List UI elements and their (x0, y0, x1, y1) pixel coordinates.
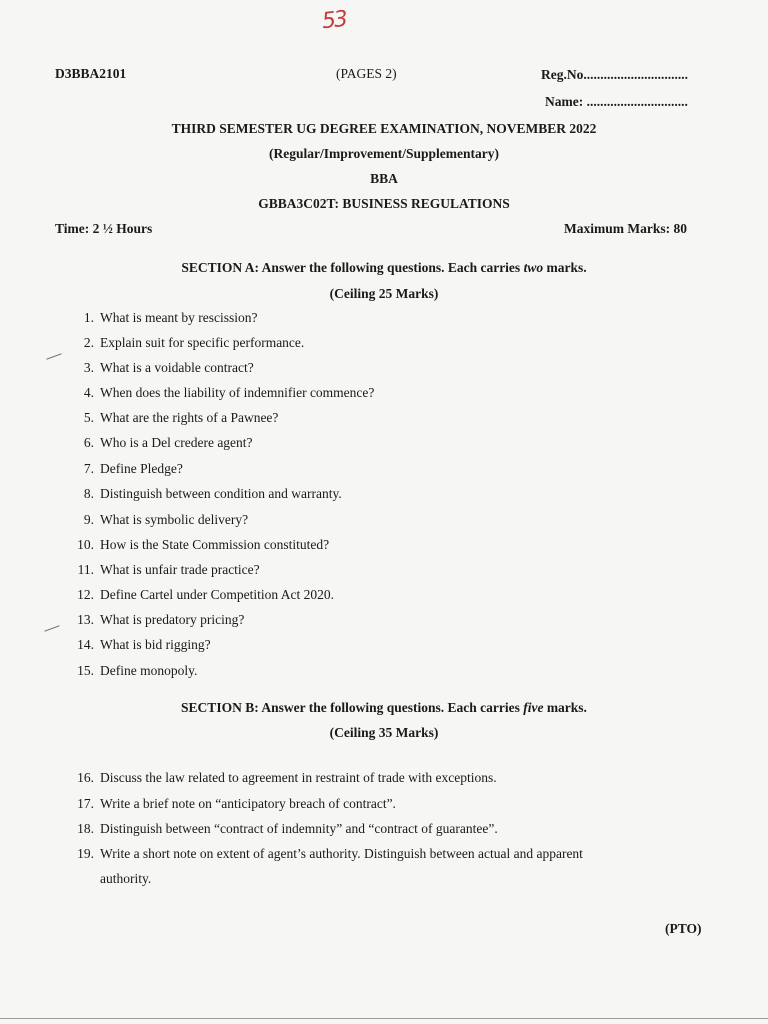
question-text: What is symbolic delivery? (100, 512, 249, 527)
question-number: 16. (77, 770, 94, 785)
question-text: What is predatory pricing? (100, 612, 245, 627)
question-number: 19. (77, 846, 94, 861)
question-text: Write a brief note on “anticipatory breach of contract”. (100, 796, 396, 811)
question-number: 15. (77, 663, 94, 678)
exam-type: (Regular/Improvement/Supplementary) (269, 146, 499, 161)
question-text: What is a voidable contract? (100, 360, 254, 375)
question-text: Discuss the law related to agreement in restraint of trade with exceptions. (100, 770, 497, 785)
question-number: 18. (77, 821, 94, 836)
section-a-heading (0, 260, 768, 276)
question-text: When does the liability of indemnifier commence? (100, 385, 375, 400)
question-number: 14. (77, 637, 94, 652)
question-number: 9. (83, 512, 94, 527)
exam-duration: Time: 2 ½ Hours (55, 221, 153, 236)
question-text: How is the State Commission constituted? (100, 537, 330, 552)
paper-code: D3BBA2101 (55, 66, 127, 81)
question-number: 6. (83, 435, 94, 450)
question-number: 5. (83, 410, 94, 425)
reg-no-field: Reg.No............................... (541, 67, 688, 82)
question-number: 2. (83, 335, 94, 350)
program-name: BBA (370, 171, 398, 186)
exam-title: THIRD SEMESTER UG DEGREE EXAMINATION, NOVEMBER 2022 (171, 121, 597, 136)
question-text: What are the rights of a Pawnee? (100, 410, 279, 425)
section-b-heading-post: marks. (543, 700, 587, 715)
question-number: 7. (83, 461, 94, 476)
question-text: Distinguish between condition and warranty. (100, 486, 342, 501)
question-text: Write a short note on extent of agent’s authority. Distinguish between actual and apparent (100, 846, 583, 861)
section-b-heading-pre: SECTION B: Answer the following questions. Each carries (181, 700, 524, 715)
section-b-ceiling: (Ceiling 35 Marks) (329, 725, 439, 740)
course-title: GBBA3C02T: BUSINESS REGULATIONS (258, 196, 510, 211)
section-b-heading-em: five (523, 700, 544, 715)
page-count: (PAGES 2) (336, 66, 397, 81)
question-number: 17. (77, 796, 94, 811)
name-field: Name: .............................. (545, 94, 688, 109)
question-number: 3. (83, 360, 94, 375)
please-turn-over: (PTO) (665, 921, 702, 936)
question-text: Define Cartel under Competition Act 2020. (100, 587, 334, 602)
section-b-heading (0, 700, 768, 716)
question-text: Define monopoly. (100, 663, 198, 678)
question-number: 8. (83, 486, 94, 501)
question-number: 13. (77, 612, 94, 627)
maximum-marks: Maximum Marks: 80 (564, 221, 687, 236)
margin-pen-mark (46, 353, 61, 359)
question-text: Distinguish between “contract of indemnity” and “contract of guarantee”. (100, 821, 498, 836)
question-continuation: authority. (100, 871, 152, 886)
question-text: What is unfair trade practice? (100, 562, 260, 577)
margin-pen-mark (44, 625, 59, 631)
page-bottom-edge (0, 1018, 768, 1019)
question-number: 4. (83, 385, 94, 400)
question-number: 10. (77, 537, 94, 552)
question-number: 11. (77, 562, 94, 577)
question-text: Explain suit for specific performance. (100, 335, 305, 350)
question-number: 1. (83, 310, 94, 325)
question-text: What is meant by rescission? (100, 310, 258, 325)
question-text: Define Pledge? (100, 461, 183, 476)
section-a-heading-em: two (523, 260, 544, 275)
section-a-ceiling: (Ceiling 25 Marks) (329, 286, 439, 301)
section-a-heading-post: marks. (543, 260, 587, 275)
question-text: What is bid rigging? (100, 637, 211, 652)
question-number: 12. (77, 587, 94, 602)
handwritten-mark: 53 (320, 6, 348, 35)
question-text: Who is a Del credere agent? (100, 435, 253, 450)
section-a-heading-pre: SECTION A: Answer the following questions. Each carries (181, 260, 524, 275)
